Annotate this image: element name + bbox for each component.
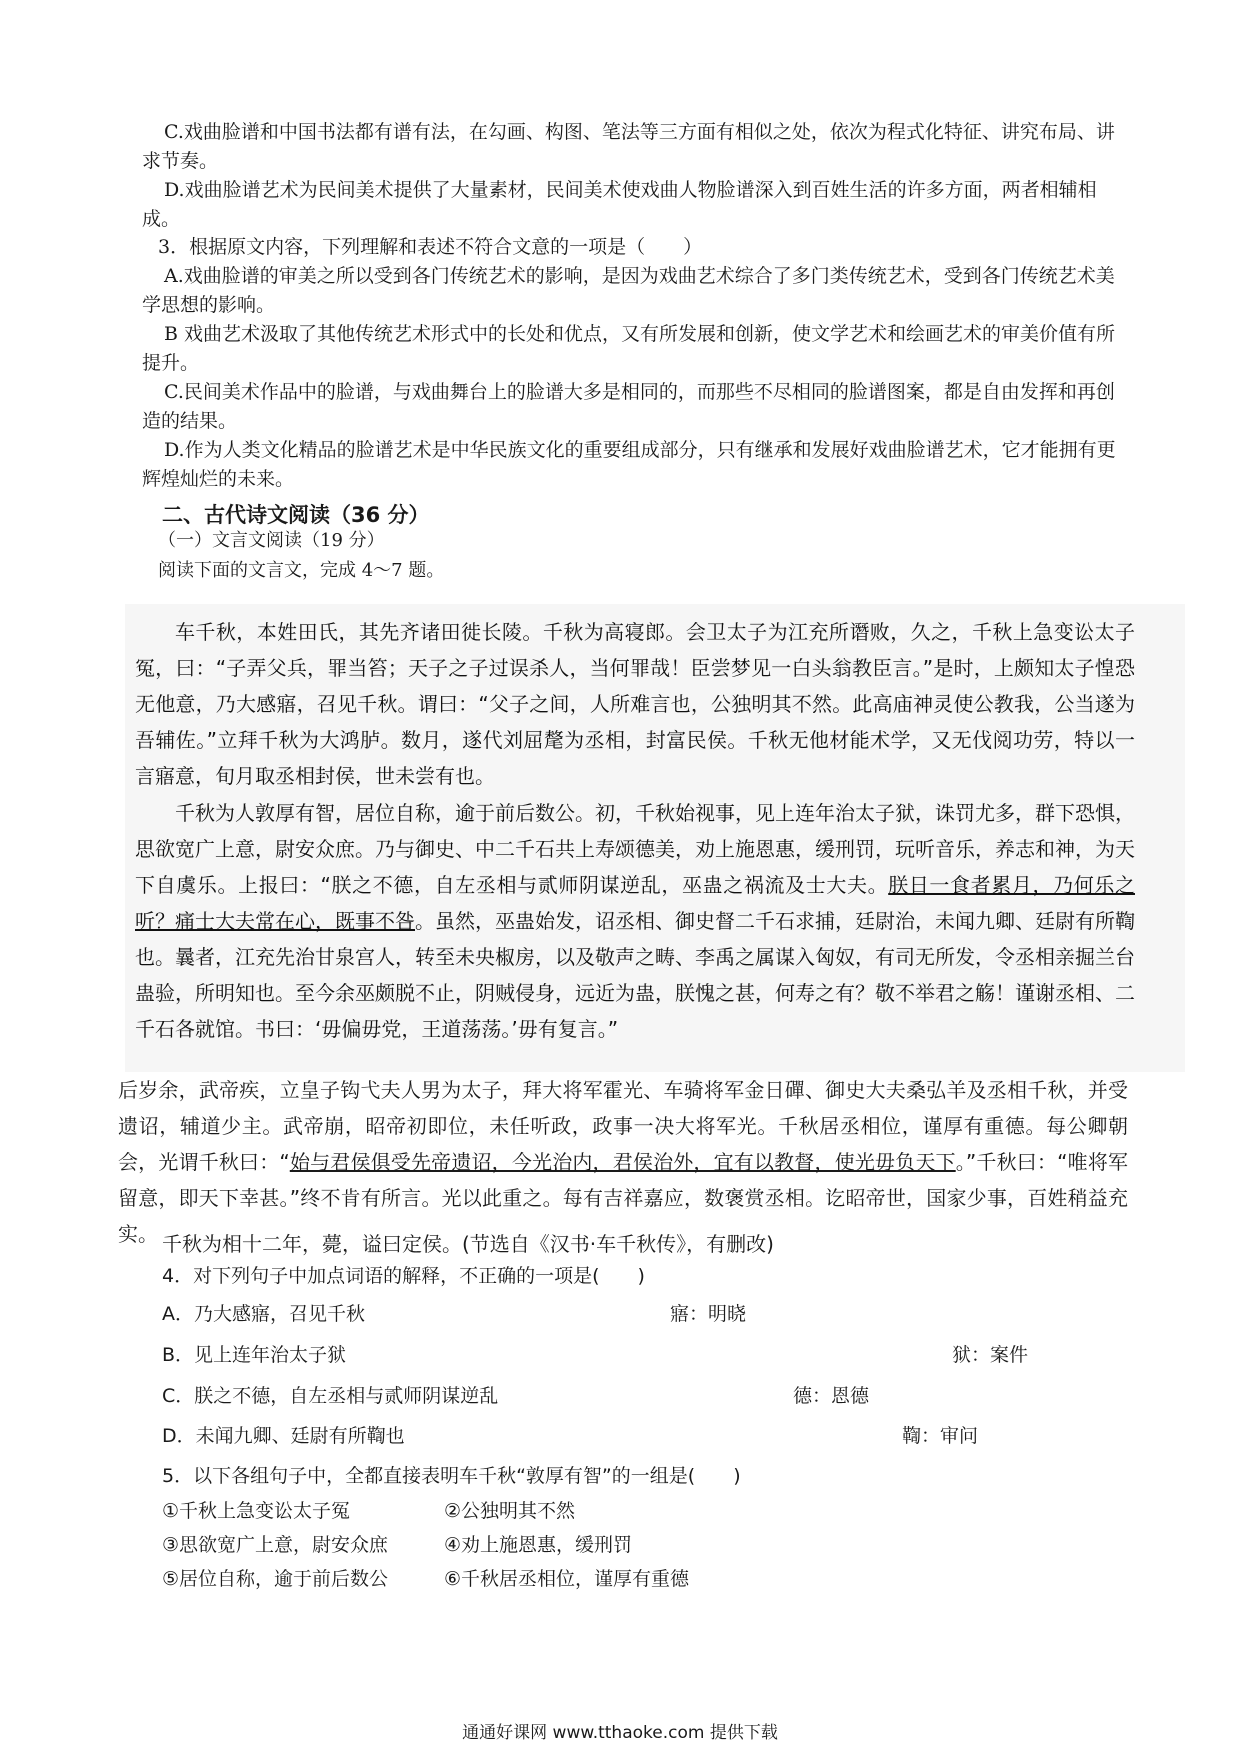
question-4-option-d-gloss: 鞫：审问 xyxy=(902,1425,979,1447)
question-5-item-3: ③思欲宽广上意，尉安众庶 xyxy=(162,1534,389,1556)
question-4-option-d: D．未闻九卿、廷尉有所鞫也 xyxy=(162,1425,405,1447)
question-4-option-c: C．朕之不德，自左丞相与贰师阴谋逆乱 xyxy=(162,1385,499,1407)
question-5-item-4: ④劝上施恩惠，缓刑罚 xyxy=(444,1534,633,1556)
paragraph-3-part-2: 。”千秋曰：“唯将军留意，即天下幸甚。”终不肯有所言。光以此重之。每有吉祥嘉应，数褒赏丞相。讫昭帝世，国家少事，百姓稍益充实。 xyxy=(118,1150,1128,1246)
passage-paragraph-1: 车千秋，本姓田氏，其先齐诸田徙长陵。千秋为高寝郎。会卫太子为江充所谮败，久之，千秋上急变讼太子冤，曰：“子弄父兵，罪当笞；天子之子过误杀人，当何罪哉！臣尝梦见一白头翁教臣言。”是时，上颇知太子惶恐无他意，乃大感寤，召见千秋。谓曰：“父子之间，人所难言也，公独明其不然。此高庙神灵使公教我，公当遂为吾辅佐。”立拜千秋为大鸿胪。数月，遂代刘屈氂为丞相，封富民侯。千秋无他材能术学，又无伐阅功劳，特以一言寤意，旬月取丞相封侯，世未尝有也。 xyxy=(135,620,1135,788)
question-5-stem: 5．以下各组句子中，全都直接表明车千秋“敦厚有智”的一组是( ) xyxy=(162,1465,741,1487)
question-4-option-b: B．见上连年治太子狱 xyxy=(162,1344,347,1366)
option-d-text: D.戏曲脸谱艺术为民间美术提供了大量素材，民间美术使戏曲人物脸谱深入到百姓生活的许多方面，两者相辅相成。 xyxy=(142,179,1097,230)
passage-paragraph-4: 千秋为相十二年，薨，谥曰定侯。(节选自《汉书·车千秋传》，有删改) xyxy=(162,1232,774,1256)
underlined-sentence-1: 朕日一食者累月，乃何乐之听？痛士大夫常在心，既事不咎 xyxy=(135,873,1135,933)
question-3-option-b: B 戏曲艺术汲取了其他传统艺术形式中的长处和优点，又有所发展和创新，使文学艺术和绘画艺术的审美价值有所提升。 xyxy=(142,323,1116,374)
question-4-option-b-gloss: 狱：案件 xyxy=(952,1344,1029,1366)
question-3-stem: 3．根据原文内容，下列理解和表述不符合文意的一项是（ ） xyxy=(158,236,703,258)
question-5-item-2: ②公独明其不然 xyxy=(444,1500,576,1522)
section-2-title: 二、古代诗文阅读（36 分） xyxy=(162,503,430,527)
option-c-text: C.戏曲脸谱和中国书法都有谱有法，在勾画、构图、笔法等三方面有相似之处，依次为程式化特征、讲究布局、讲求节奏。 xyxy=(142,121,1115,172)
reading-instruction: 阅读下面的文言文，完成 4～7 题。 xyxy=(158,560,445,581)
question-3-option-c: C.民间美术作品中的脸谱，与戏曲舞台上的脸谱大多是相同的，而那些不尽相同的脸谱图案，都是自由发挥和再创造的结果。 xyxy=(142,381,1115,432)
question-5-item-1: ①千秋上急变讼太子冤 xyxy=(162,1500,351,1522)
question-4-stem: 4．对下列句子中加点词语的解释，不正确的一项是( ) xyxy=(162,1265,645,1287)
passage-paragraph-2 xyxy=(135,795,1135,1047)
subsection-1-title: （一）文言文阅读（19 分） xyxy=(158,530,385,551)
question-5-item-5: ⑤居位自称，逾于前后数公 xyxy=(162,1568,389,1590)
passage-paragraph-3 xyxy=(118,1072,1128,1252)
question-3-option-d: D.作为人类文化精品的脸谱艺术是中华民族文化的重要组成部分，只有继承和发展好戏曲脸谱艺术，它才能拥有更辉煌灿烂的未来。 xyxy=(142,439,1116,490)
paragraph-3-part-1: 后岁余，武帝疾，立皇子钩弋夫人男为太子，拜大将军霍光、车骑将军金日磾、御史大夫桑弘羊及丞相千秋，并受遗诏，辅道少主。武帝崩，昭帝初即位，未任听政，政事一决大将军光。千秋居丞相位，谨厚有重德。每公卿朝会，光谓千秋曰：“ xyxy=(118,1078,1128,1174)
question-4-option-a-gloss: 寤：明晓 xyxy=(670,1303,747,1325)
paragraph-2-part-1: 千秋为人敦厚有智，居位自称，逾于前后数公。初，千秋始视事，见上连年治太子狱，诛罚尤多，群下恐惧，思欲宽广上意，尉安众庶。乃与御史、中二千石共上寿颂德美，劝上施恩惠，缓刑罚，玩听音乐，养志和神，为天下自虞乐。上报曰：“朕之不德，自左丞相与贰师阴谋逆乱，巫蛊之祸流及士大夫。 xyxy=(135,801,1135,897)
question-4-option-a: A．乃大感寤，召见千秋 xyxy=(162,1303,365,1325)
underlined-sentence-2: 始与君侯俱受先帝遗诏，今光治内，君侯治外，宜有以教督，使光毋负天下 xyxy=(289,1150,956,1174)
page-footer: 通通好课网 www.tthaoke.com 提供下载 xyxy=(462,1723,778,1743)
question-3-option-a: A.戏曲脸谱的审美之所以受到各门传统艺术的影响，是因为戏曲艺术综合了多门类传统艺术，受到各门传统艺术美学思想的影响。 xyxy=(142,265,1115,316)
question-5-item-6: ⑥千秋居丞相位，谨厚有重德 xyxy=(444,1568,690,1590)
paragraph-2-part-2: 。虽然，巫蛊始发，诏丞相、御史督二千石求捕，廷尉治，未闻九卿、廷尉有所鞫也。曩者，江充先治甘泉宫人，转至未央椒房，以及敬声之畴、李禹之属谋入匈奴，有司无所发，令丞相亲掘兰台蛊验，所明知也。至今余巫颇脱不止，阴贼侵身，远近为蛊，朕愧之甚，何寿之有？敬不举君之觞！谨谢丞相、二千石各就馆。书曰：‘毋偏毋党，王道荡荡。’毋有复言。” xyxy=(135,909,1135,1041)
question-4-option-c-gloss: 德：恩德 xyxy=(793,1385,870,1407)
